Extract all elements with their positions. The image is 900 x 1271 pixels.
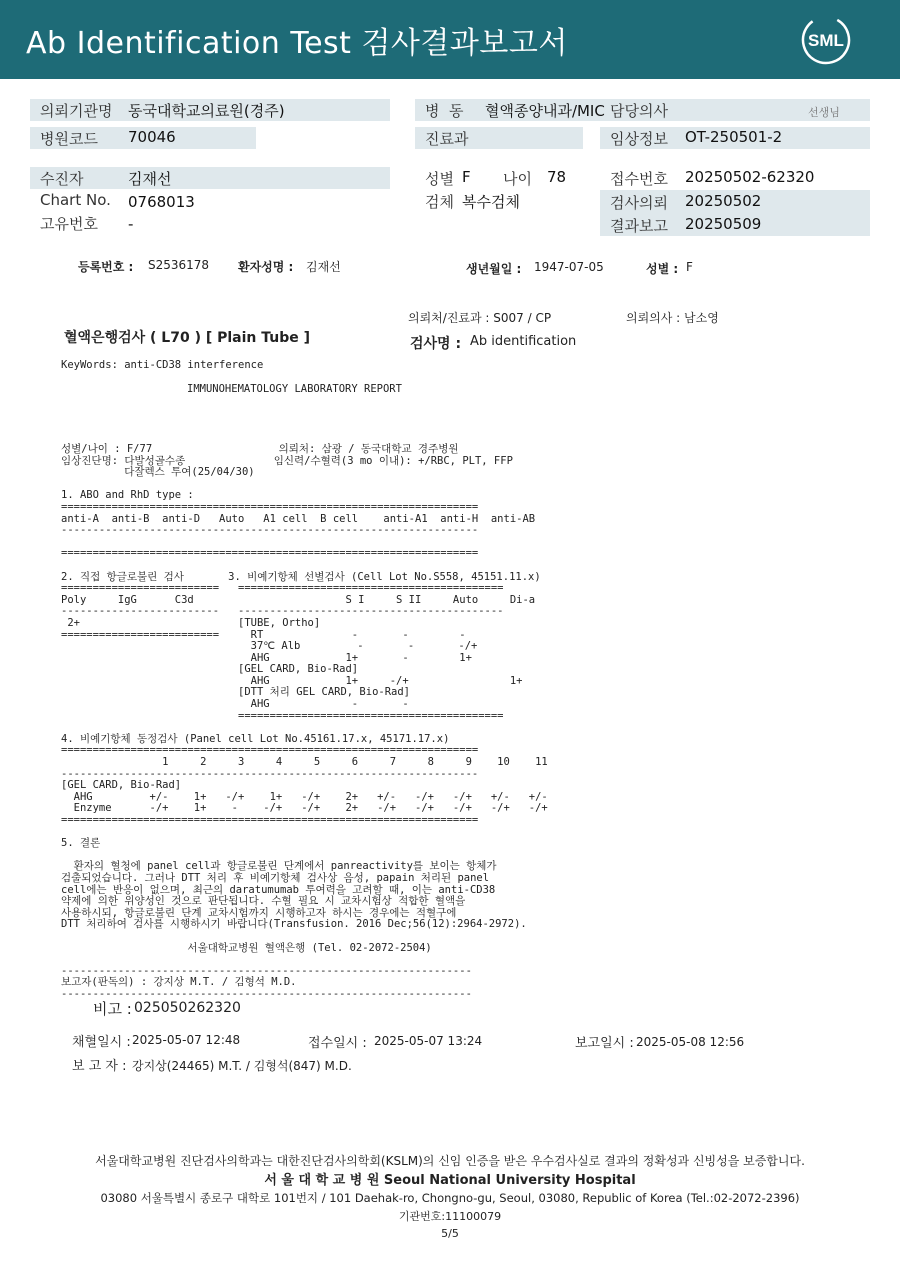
reporter-value: 강지상(24465) M.T. / 김형석(847) M.D.: [132, 1059, 352, 1073]
report-time-value: 2025-05-08 12:56: [636, 1035, 745, 1049]
patient-name-value: 김재선: [306, 260, 341, 274]
report-line: ========================= RT - - -: [61, 628, 466, 641]
unique-value: -: [128, 215, 134, 233]
report-line: 서울대학교병원 혈액은행 (Tel. 02-2072-2504): [61, 941, 432, 954]
reg-no-label: 등록번호 :: [78, 260, 134, 274]
report-line: 검출되었습니다. 그러나 DTT 처리 후 비예기항체 검사상 음성, papain 처리된 panel: [61, 871, 490, 884]
patient-label: 수진자: [40, 170, 84, 188]
lab-report-title: IMMUNOHEMATOLOGY LABORATORY REPORT: [187, 383, 402, 395]
ward-value: 혈액종양내과/MIC: [485, 102, 605, 120]
patient-value: 김재선: [128, 170, 172, 188]
sml-logo: [800, 14, 852, 66]
keywords: KeyWords: anti-CD38 interference: [61, 359, 264, 371]
chart-value: 0768013: [128, 193, 195, 211]
logo-text: SML: [808, 31, 844, 50]
sex-value: F: [462, 168, 471, 186]
request-label: 검사의뢰: [610, 194, 668, 212]
report-line: DTT 처리하여 검사를 시행하시기 바랍니다(Transfusion. 2016 Dec;56(12):2964-2972).: [61, 918, 527, 931]
report-line: [61, 930, 548, 942]
scan-sex-label: 성별 :: [646, 262, 679, 276]
report-line: [61, 478, 548, 490]
report-line: 2. 직접 항글로불린 검사 3. 비예기항체 선별검사 (Cell Lot No.S558, 45151.11.x): [61, 570, 541, 583]
report-header: [0, 0, 900, 79]
report-line: anti-A anti-B anti-D Auto A1 cell B cell anti-A1 anti-H anti-AB: [61, 512, 536, 525]
report-line: ------------------------------------------------------------------: [61, 767, 479, 780]
receive-label: 접수일시 :: [308, 1036, 367, 1051]
report-line: ==================================================================: [61, 744, 479, 757]
report-line: 임상진단명: 다발성골수종 임신력/수혈력(3 mo 이내): +/RBC, PLT, FFP: [61, 454, 513, 467]
report-line: AHG 1+ - 1+: [61, 651, 472, 664]
request-value: 20250502: [685, 192, 762, 210]
report-line: AHG +/- 1+ -/+ 1+ -/+ 2+ +/- -/+ -/+ +/- +/-: [61, 790, 548, 803]
sex-label: 성별: [425, 170, 454, 188]
report-value: 20250509: [685, 215, 762, 233]
receipt-no-value: 20250502-62320: [685, 168, 815, 186]
report-line: 1 2 3 4 5 6 7 8 9 10 11: [61, 756, 548, 769]
collect-value: 2025-05-07 12:48: [132, 1033, 241, 1047]
report-line: 사용하시되, 항글로불린 단계 교차시험까지 시행하고자 하시는 경우에는 적혈구에: [61, 906, 457, 919]
report-line: [GEL CARD, Bio-Rad]: [61, 663, 359, 676]
report-line: cell에는 반응이 없으며, 최근의 daratumumab 투여력을 고려할 때, 이는 anti-CD38: [61, 883, 496, 896]
report-line: -----------------------------------------------------------------: [61, 964, 472, 977]
report-line: -----------------------------------------------------------------: [61, 987, 472, 1000]
chart-label: Chart No.: [40, 191, 111, 209]
hospital-code-value: 70046: [128, 128, 176, 146]
report-line: 2+ [TUBE, Ortho]: [61, 616, 321, 629]
collect-label: 채혈일시 :: [72, 1035, 131, 1050]
note-value: 025050262320: [134, 1000, 241, 1016]
report-line: 환자의 혈청에 panel cell과 항글로불린 단계에서 panreactivity를 보이는 항체가: [61, 860, 497, 873]
patient-row: [30, 167, 390, 189]
org-number: 기관번호:11100079: [398, 1210, 502, 1223]
report-line: 4. 비예기항체 동정검사 (Panel cell Lot No.45161.17.x, 45171.17.x): [61, 732, 450, 745]
report-line: ------------------------- ------------------------------------------: [61, 605, 504, 618]
receive-value: 2025-05-07 13:24: [374, 1034, 483, 1048]
unique-label: 고유번호: [40, 215, 98, 233]
report-line: Poly IgG C3d S I S II Auto Di-a: [61, 593, 536, 606]
report-line: AHG - -: [61, 698, 409, 711]
certification-text: 서울대학교병원 진단검사의학과는 대한진단검사의학회(KSLM)의 신임 인증을 받은 우수검사실로 결과의 정확성과 신빙성을 보증합니다.: [95, 1154, 805, 1168]
report-time-label: 보고일시 :: [575, 1036, 634, 1051]
reporter-label: 보 고 자 :: [72, 1059, 127, 1074]
report-line: [GEL CARD, Bio-Rad]: [61, 779, 182, 792]
note-label: 비고 :: [93, 1000, 132, 1018]
report-line: ==================================================================: [61, 547, 479, 560]
scan-sex-value: F: [686, 260, 693, 274]
report-line: 1. ABO and RhD type :: [61, 489, 194, 502]
report-line: [61, 536, 548, 548]
report-line: 보고자(판독의) : 강지상 M.T. / 김형석 M.D.: [61, 976, 297, 989]
report-line: 37℃ Alb - - -/+: [61, 640, 478, 653]
lab-report-body: [61, 405, 548, 1019]
report-line: 5. 결론: [61, 837, 101, 850]
report-line: ------------------------------------------------------------------: [61, 524, 479, 537]
clinical-label: 임상정보: [610, 130, 668, 148]
doctor-label: 담당의사: [610, 102, 668, 120]
report-line: ========================= ==========================================: [61, 582, 504, 595]
report-line: 성별/나이 : F/77 의뢰처: 삼광 / 동국대학교 경주병원: [61, 443, 459, 455]
age-label: 나이: [503, 170, 532, 188]
report-line: [DTT 처리 GEL CARD, Bio-Rad]: [61, 686, 411, 699]
page-number: 5/5: [441, 1227, 459, 1240]
referral-info: 의뢰처/진료과 : S007 / CP: [408, 311, 552, 325]
report-line: [61, 953, 548, 965]
receipt-no-label: 접수번호: [610, 170, 668, 188]
dob-label: 생년월일 :: [466, 262, 522, 276]
report-line: 약제에 의한 위양성인 것으로 판단됩니다. 수혈 필요 시 교차시험상 적합한 혈액을: [61, 895, 466, 908]
hospital-name: 서 울 대 학 교 병 원 Seoul National University Hospital: [264, 1173, 636, 1188]
report-line: [61, 559, 548, 571]
ward-label: 병 동: [425, 102, 464, 120]
specimen-label: 검체: [425, 193, 454, 211]
report-line: 다잘렉스 투여(25/04/30): [61, 466, 255, 479]
dept-label: 진료과: [425, 130, 469, 148]
institution-label: 의뢰기관명: [40, 102, 113, 120]
report-line: [61, 849, 548, 861]
hospital-address: 03080 서울특별시 종로구 대학로 101번지 / 101 Daehak-ro, Chongno-gu, Seoul, 03080, Republic of Korea (Tel.:02-2072-2396): [100, 1191, 800, 1205]
report-label: 결과보고: [610, 217, 668, 235]
test-name-label: 검사명 :: [410, 336, 462, 352]
report-line: [61, 721, 548, 733]
specimen-value: 복수검체: [462, 193, 520, 211]
referral-doctor: 의뢰의사 : 남소영: [626, 311, 719, 325]
institution-value: 동국대학교의료원(경주): [128, 102, 285, 120]
clinical-value: OT-250501-2: [685, 128, 783, 146]
dob-value: 1947-07-05: [534, 260, 604, 274]
report-line: ==================================================================: [61, 814, 479, 826]
report-line: Enzyme -/+ 1+ - -/+ -/+ 2+ -/+ -/+ -/+ -/+ -/+: [61, 802, 548, 815]
report-line: ==================================================================: [61, 500, 479, 513]
report-line: AHG 1+ -/+ 1+: [61, 674, 523, 687]
test-name-value: Ab identification: [470, 334, 577, 349]
report-title: Ab Identification Test 검사결과보고서: [26, 26, 568, 61]
age-value: 78: [547, 168, 567, 186]
hospital-code-label: 병원코드: [40, 130, 98, 148]
patient-name-label: 환자성명 :: [238, 260, 294, 274]
reg-no-value: S2536178: [148, 258, 210, 272]
report-line: ==========================================: [61, 709, 504, 722]
doctor-value: 선생님: [808, 106, 840, 119]
report-line: [61, 826, 548, 838]
test-title: 혈액은행검사 ( L70 ) [ Plain Tube ]: [64, 330, 311, 346]
